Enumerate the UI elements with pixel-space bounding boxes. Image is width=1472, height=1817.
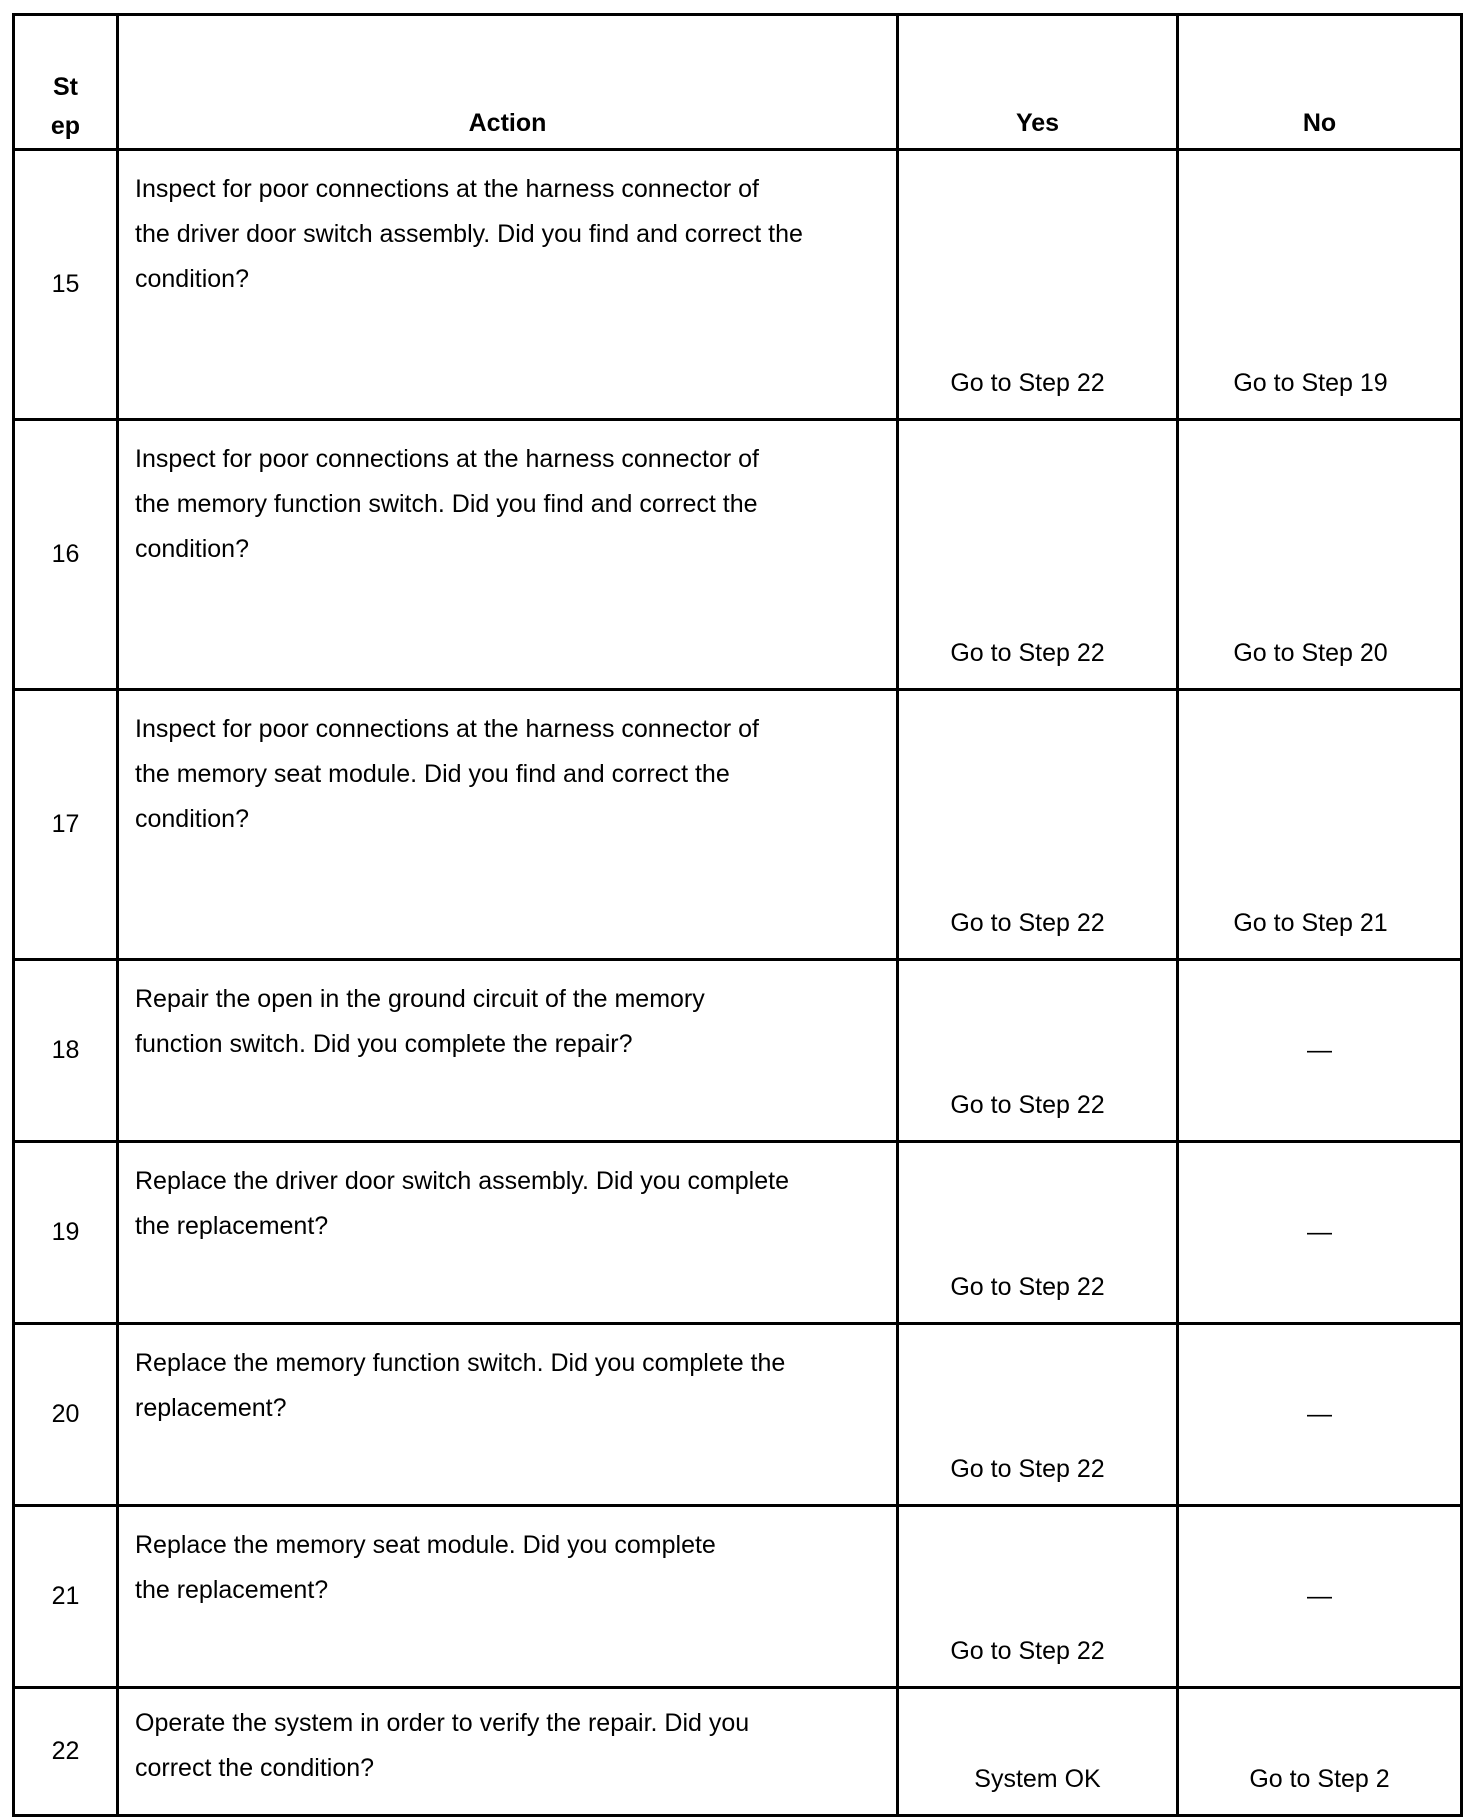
table-row bbox=[14, 420, 1462, 690]
action-cell bbox=[118, 1506, 898, 1688]
diagnostic-table bbox=[12, 13, 1463, 1817]
no-result: Go to Step 21 bbox=[1233, 909, 1388, 937]
yes-cell bbox=[898, 1324, 1178, 1506]
action-cell bbox=[118, 1324, 898, 1506]
no-cell bbox=[1178, 150, 1462, 420]
header-step: St ep bbox=[14, 15, 118, 150]
yes-result: Go to Step 22 bbox=[950, 1273, 1105, 1301]
step-number: 20 bbox=[14, 1324, 118, 1506]
step-number: 21 bbox=[14, 1506, 118, 1688]
table-row bbox=[14, 960, 1462, 1142]
yes-result: Go to Step 22 bbox=[950, 639, 1105, 667]
no-result: — bbox=[1307, 1582, 1332, 1610]
yes-result: Go to Step 22 bbox=[950, 369, 1105, 397]
yes-cell bbox=[898, 1506, 1178, 1688]
yes-result: Go to Step 22 bbox=[950, 1637, 1105, 1665]
no-result: Go to Step 20 bbox=[1233, 639, 1388, 667]
yes-cell bbox=[898, 420, 1178, 690]
no-cell bbox=[1178, 420, 1462, 690]
no-cell bbox=[1178, 1688, 1462, 1816]
action-cell bbox=[118, 1688, 898, 1816]
action-cell bbox=[118, 690, 898, 960]
yes-cell bbox=[898, 960, 1178, 1142]
yes-cell bbox=[898, 1688, 1178, 1816]
table-row bbox=[14, 1142, 1462, 1324]
action-text: Repair the open in the ground circuit of the memory function switch. Did you complete the repair? bbox=[135, 985, 705, 1058]
action-text: Replace the memory function switch. Did you complete the replacement? bbox=[135, 1349, 786, 1422]
no-result: Go to Step 19 bbox=[1233, 369, 1388, 397]
action-text: Operate the system in order to verify the repair. Did you correct the condition? bbox=[135, 1709, 750, 1782]
table-row bbox=[14, 690, 1462, 960]
table-row bbox=[14, 1506, 1462, 1688]
header-action: Action bbox=[118, 15, 898, 150]
step-number: 15 bbox=[14, 150, 118, 420]
step-number: 18 bbox=[14, 960, 118, 1142]
no-result: — bbox=[1307, 1036, 1332, 1064]
header-no: No bbox=[1178, 15, 1462, 150]
no-cell bbox=[1178, 1142, 1462, 1324]
action-cell bbox=[118, 1142, 898, 1324]
no-cell bbox=[1178, 690, 1462, 960]
yes-result: Go to Step 22 bbox=[950, 909, 1105, 937]
header-yes: Yes bbox=[898, 15, 1178, 150]
table-row bbox=[14, 150, 1462, 420]
no-cell bbox=[1178, 960, 1462, 1142]
action-text: Inspect for poor connections at the harness connector of the driver door switch assembly. Did you find and correct the condition? bbox=[135, 175, 803, 293]
action-cell bbox=[118, 960, 898, 1142]
header-row bbox=[14, 15, 1462, 150]
no-cell bbox=[1178, 1506, 1462, 1688]
yes-cell bbox=[898, 150, 1178, 420]
step-number: 22 bbox=[14, 1688, 118, 1816]
action-cell bbox=[118, 150, 898, 420]
yes-cell bbox=[898, 690, 1178, 960]
step-number: 19 bbox=[14, 1142, 118, 1324]
table-row bbox=[14, 1688, 1462, 1816]
action-text: Replace the driver door switch assembly. Did you complete the replacement? bbox=[135, 1167, 789, 1240]
step-number: 16 bbox=[14, 420, 118, 690]
yes-cell bbox=[898, 1142, 1178, 1324]
yes-result: Go to Step 22 bbox=[950, 1091, 1105, 1119]
no-cell bbox=[1178, 1324, 1462, 1506]
action-text: Inspect for poor connections at the harness connector of the memory seat module. Did you find and correct the condition? bbox=[135, 715, 759, 833]
no-result: — bbox=[1307, 1400, 1332, 1428]
action-cell bbox=[118, 420, 898, 690]
table-row bbox=[14, 1324, 1462, 1506]
no-result: Go to Step 2 bbox=[1249, 1765, 1390, 1793]
yes-result: Go to Step 22 bbox=[950, 1455, 1105, 1483]
action-text: Replace the memory seat module. Did you complete the replacement? bbox=[135, 1531, 716, 1604]
no-result: — bbox=[1307, 1218, 1332, 1246]
step-number: 17 bbox=[14, 690, 118, 960]
action-text: Inspect for poor connections at the harness connector of the memory function switch. Did you find and correct the condition? bbox=[135, 445, 759, 563]
yes-result: System OK bbox=[974, 1765, 1101, 1793]
